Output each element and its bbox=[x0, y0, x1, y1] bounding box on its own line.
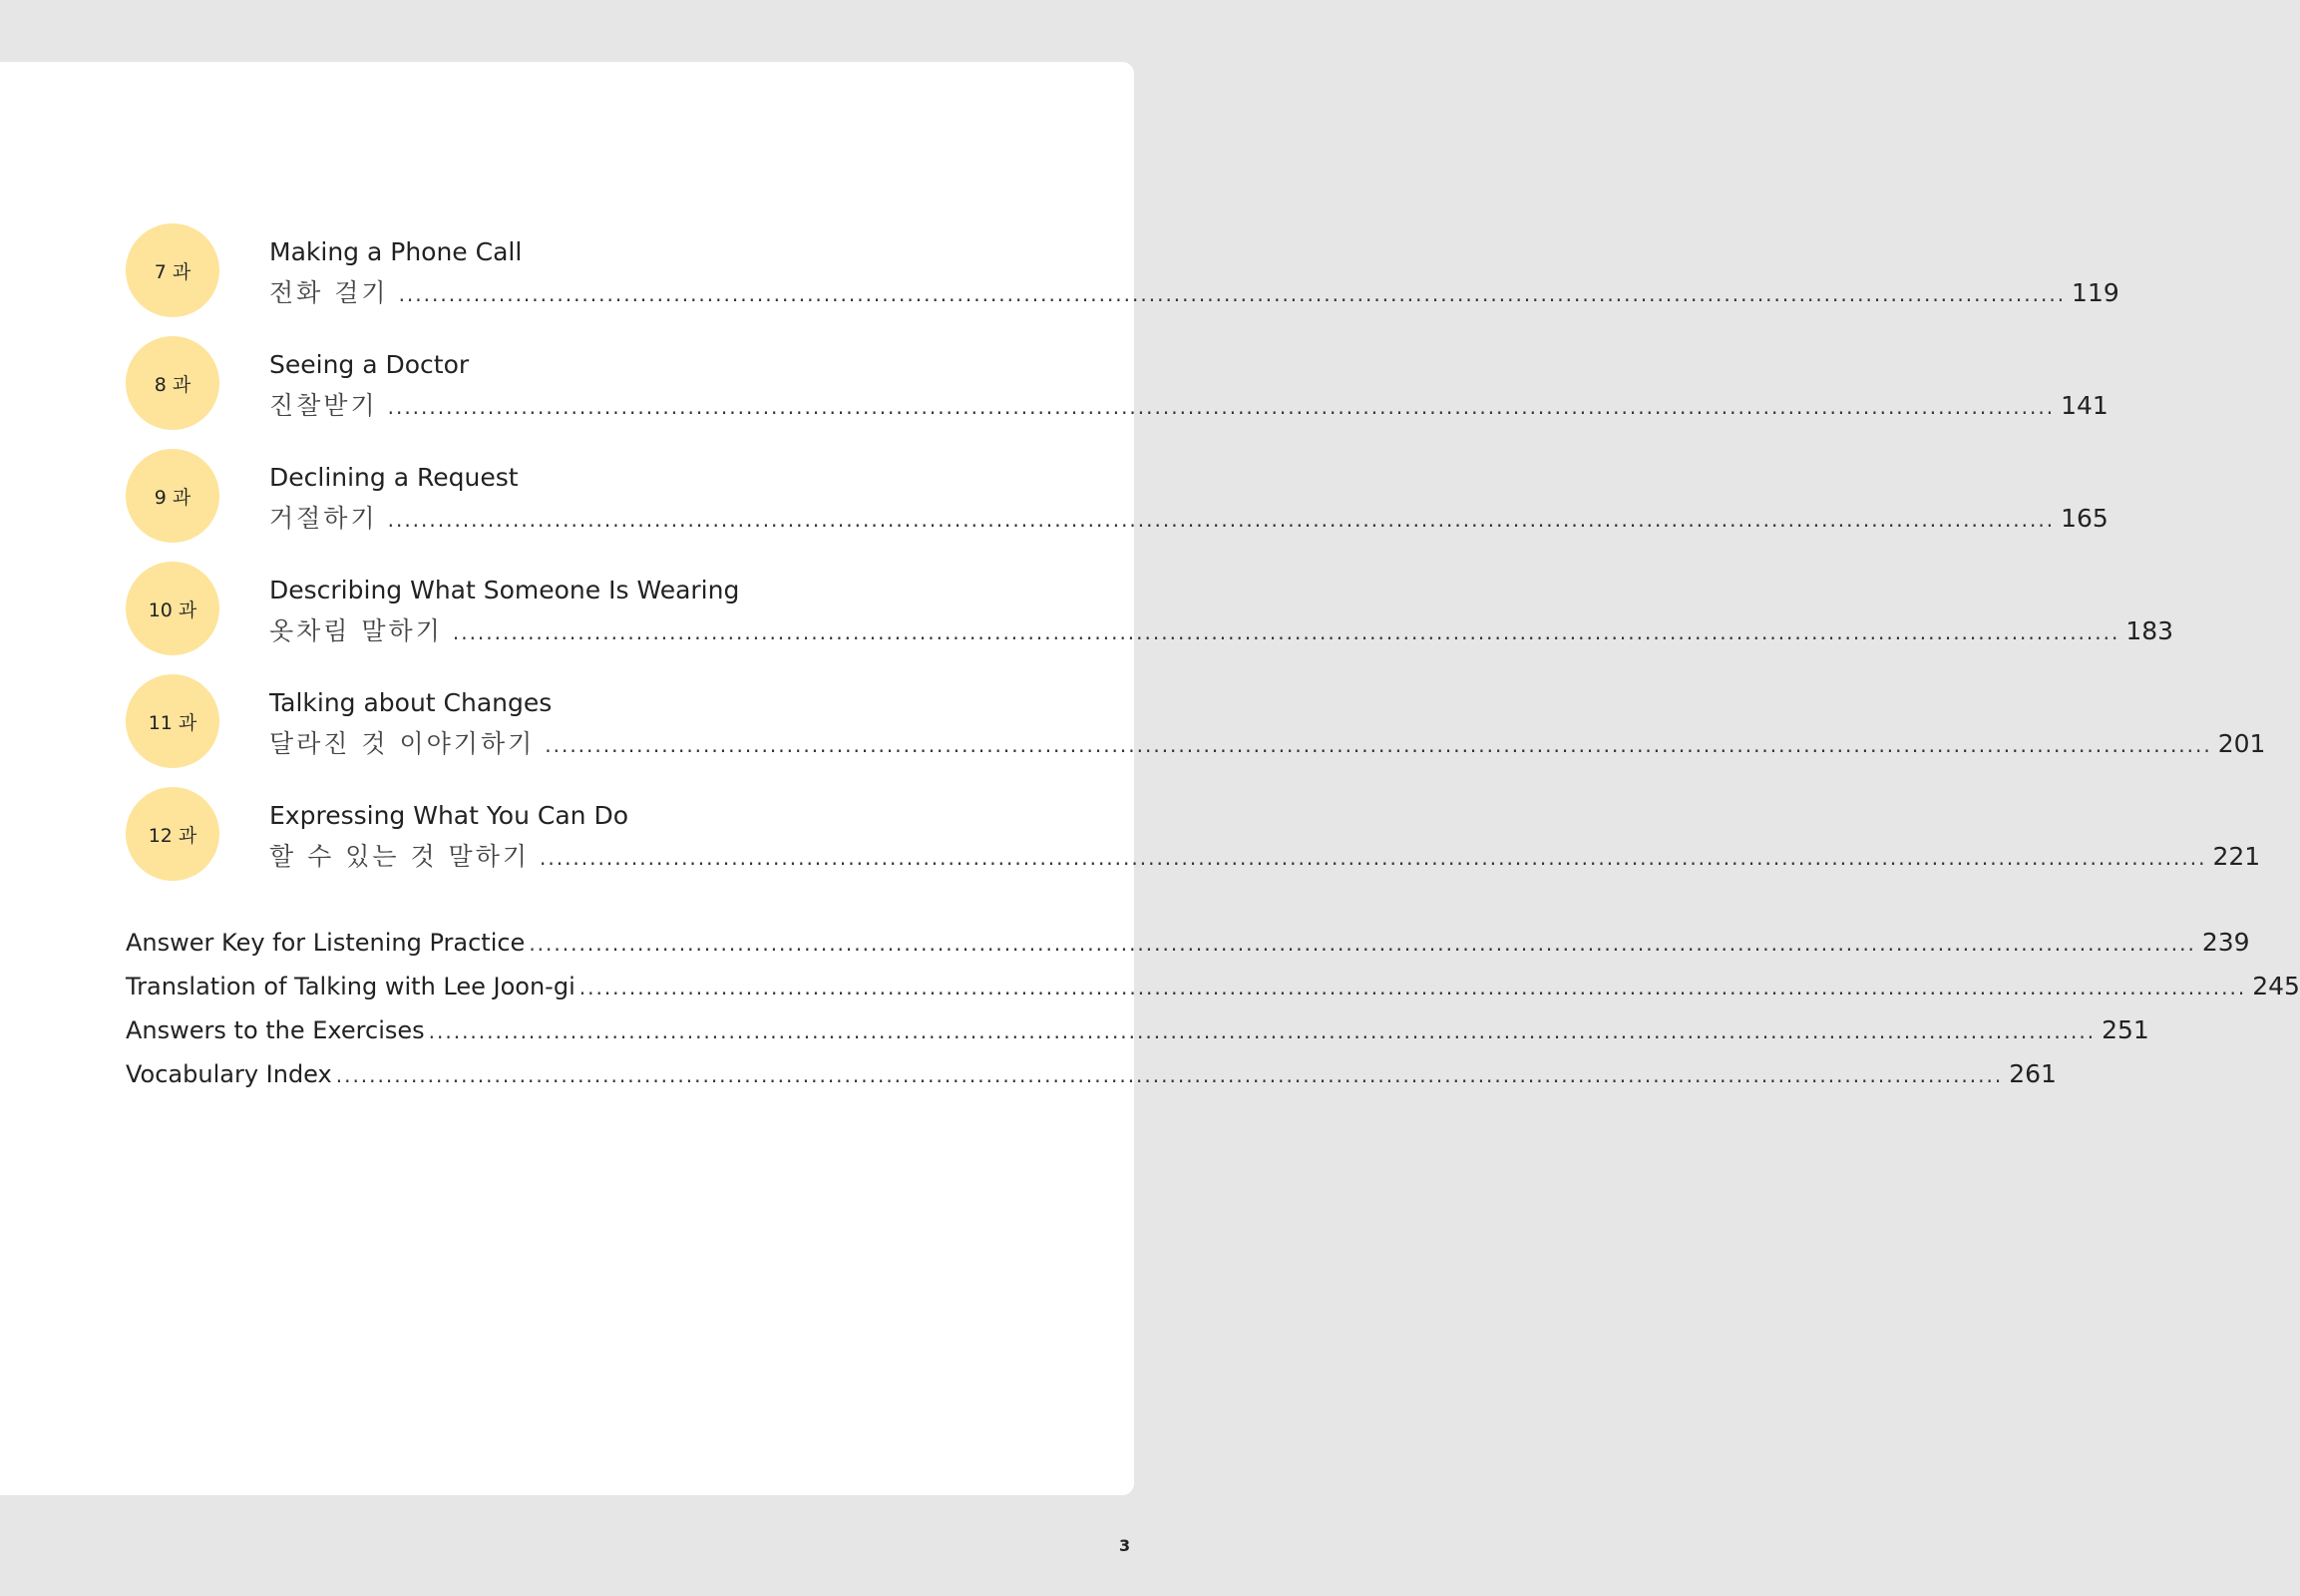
appendix-page-number: 251 bbox=[2102, 1015, 2149, 1044]
lesson-title-en: Talking about Changes bbox=[269, 688, 553, 717]
lesson-title-row bbox=[269, 499, 2108, 533]
lesson-title-en: Seeing a Doctor bbox=[269, 350, 470, 379]
dot-leader: ........................................................................................................................................................................................................ bbox=[545, 733, 2212, 757]
lesson-entry-11[interactable] bbox=[0, 674, 2266, 774]
dot-leader: ........................................................................................................................................................................................................ bbox=[398, 282, 2067, 306]
lesson-title-en: Expressing What You Can Do bbox=[269, 801, 629, 830]
appendix-entry-answers[interactable] bbox=[126, 1015, 2149, 1059]
lesson-entry-7[interactable] bbox=[0, 223, 2119, 323]
lesson-entry-12[interactable] bbox=[0, 787, 2261, 887]
lesson-page-number: 221 bbox=[2212, 842, 2261, 871]
lesson-entry-8[interactable] bbox=[0, 336, 2108, 436]
appendix-label: Answer Key for Listening Practice bbox=[126, 929, 526, 957]
lesson-title-ko: 옷차림 말하기 bbox=[269, 616, 443, 645]
appendix-label: Answers to the Exercises bbox=[126, 1016, 425, 1044]
appendix-label: Vocabulary Index bbox=[126, 1060, 332, 1088]
lesson-title-ko: 거절하기 bbox=[269, 504, 378, 533]
lesson-number-badge: 12 과 bbox=[126, 787, 219, 881]
lesson-title-row bbox=[269, 837, 2261, 871]
lesson-number-badge: 7 과 bbox=[126, 223, 219, 317]
lesson-title-row bbox=[269, 273, 2119, 307]
lesson-title-row bbox=[269, 386, 2108, 420]
page-card bbox=[0, 62, 2300, 1495]
dot-leader: ........................................................................................................................................................................................................ bbox=[452, 620, 2120, 644]
lesson-title-ko: 할 수 있는 것 말하기 bbox=[269, 842, 530, 871]
page-number: 3 bbox=[1119, 1536, 1131, 1555]
appendix-page-number: 261 bbox=[2009, 1059, 2057, 1088]
lesson-page-number: 183 bbox=[2125, 616, 2174, 645]
dot-leader: ........................................................................................................................................................................................................ bbox=[387, 508, 2056, 532]
lesson-page-number: 141 bbox=[2061, 391, 2108, 420]
lesson-title-row bbox=[269, 611, 2174, 645]
dot-leader: ........................................................................................................................................................................................................ bbox=[387, 395, 2056, 419]
appendix-page-number: 245 bbox=[2252, 972, 2300, 1000]
lesson-page-number: 165 bbox=[2061, 504, 2108, 533]
lesson-title-row bbox=[269, 724, 2266, 758]
lesson-title-ko: 달라진 것 이야기하기 bbox=[269, 729, 536, 758]
appendix-entry-vocabulary-index[interactable] bbox=[126, 1059, 2057, 1103]
lesson-title-en: Describing What Someone Is Wearing bbox=[269, 576, 740, 604]
appendix-entry-translation[interactable] bbox=[126, 972, 2300, 1015]
dot-leader: ........................................................................................................................................................................................................ bbox=[540, 846, 2207, 870]
lesson-number-badge: 8 과 bbox=[126, 336, 219, 430]
lesson-entry-10[interactable] bbox=[0, 562, 2174, 661]
lesson-title-en: Declining a Request bbox=[269, 463, 519, 492]
dot-leader: ........................................................................................................................................................................................................ bbox=[335, 1063, 2004, 1087]
appendix-list bbox=[126, 928, 2300, 1103]
lesson-title-ko: 전화 걸기 bbox=[269, 278, 389, 307]
lesson-title-en: Making a Phone Call bbox=[269, 237, 523, 266]
lesson-entry-9[interactable] bbox=[0, 449, 2108, 549]
lesson-page-number: 201 bbox=[2217, 729, 2266, 758]
lesson-page-number: 119 bbox=[2072, 278, 2119, 307]
lesson-number-badge: 10 과 bbox=[126, 562, 219, 655]
dot-leader: ........................................................................................................................................................................................................ bbox=[428, 1019, 2097, 1043]
appendix-entry-answer-key[interactable] bbox=[126, 928, 2250, 972]
appendix-label: Translation of Talking with Lee Joon-gi bbox=[126, 973, 575, 1000]
lesson-number-badge: 9 과 bbox=[126, 449, 219, 543]
dot-leader: ........................................................................................................................................................................................................ bbox=[578, 976, 2247, 999]
dot-leader: ........................................................................................................................................................................................................ bbox=[529, 932, 2196, 956]
appendix-page-number: 239 bbox=[2201, 928, 2250, 957]
lesson-title-ko: 진찰받기 bbox=[269, 391, 378, 420]
lesson-number-badge: 11 과 bbox=[126, 674, 219, 768]
